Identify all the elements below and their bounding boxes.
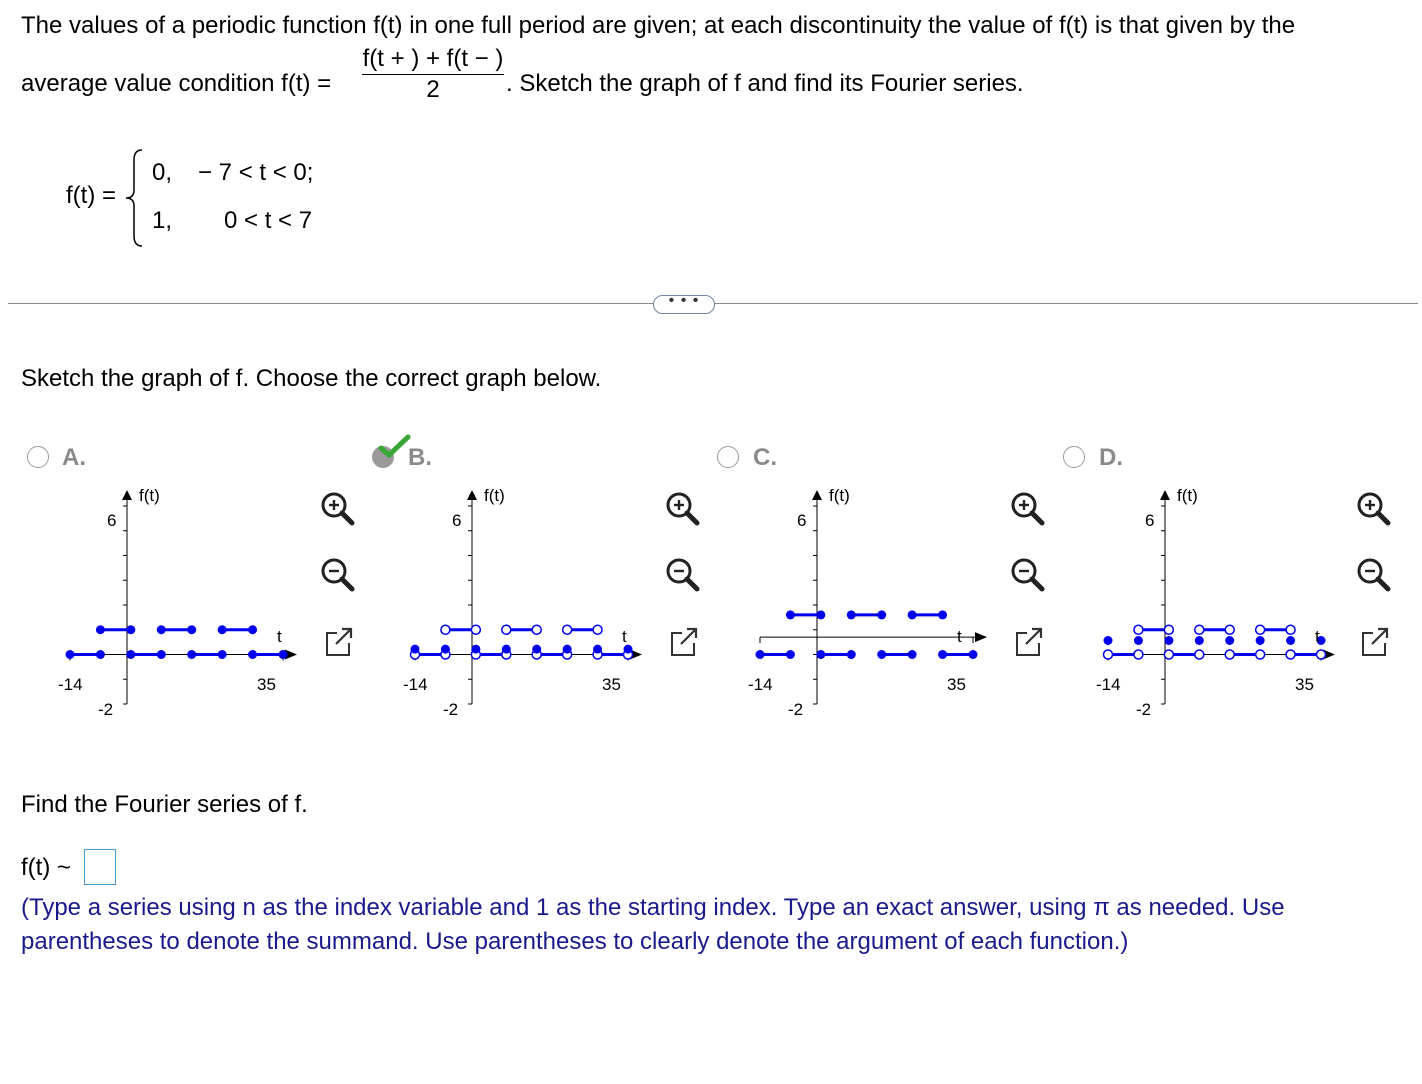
xlabel: t (277, 627, 282, 646)
closed-endpoint (908, 650, 917, 659)
x-right-tick-label: 35 (257, 675, 276, 694)
x-right-tick-label: 35 (602, 675, 621, 694)
option-d-pop-out-icon[interactable] (1346, 619, 1402, 669)
closed-endpoint (187, 625, 196, 634)
x-left-tick-label: -14 (748, 675, 773, 694)
option-c-zoom-in-icon[interactable] (1000, 483, 1056, 533)
ylabel: f(t) (1177, 486, 1198, 505)
fraction-numerator: f(t + ) + f(t − ) (362, 45, 504, 72)
left-brace (124, 148, 148, 248)
option-a-graph[interactable] (55, 482, 305, 722)
option-b-label[interactable]: B. (408, 444, 432, 471)
problem-line-1: The values of a periodic function f(t) in one full period are given; at each discontinuity the value of f(t) is that given by the (21, 12, 1296, 39)
average-value-point (411, 645, 420, 654)
closed-endpoint (847, 610, 856, 619)
ylabel: f(t) (139, 486, 160, 505)
y-bottom-tick-label: -2 (788, 700, 804, 719)
closed-endpoint (938, 610, 947, 619)
option-c-radio[interactable] (717, 446, 739, 468)
average-value-point (1134, 636, 1143, 645)
open-endpoint (532, 625, 541, 634)
open-endpoint (1225, 625, 1234, 634)
y-top-tick-label: 6 (1145, 511, 1155, 530)
x-left-tick-label: -14 (58, 675, 83, 694)
case1-condition: − 7 < t < 0; (198, 159, 314, 186)
question-fourier: Find the Fourier series of f. (21, 791, 308, 818)
average-value-point (1256, 636, 1265, 645)
closed-endpoint (96, 650, 105, 659)
option-c-label[interactable]: C. (753, 444, 777, 471)
average-fraction (362, 46, 504, 103)
open-endpoint (1256, 650, 1265, 659)
closed-endpoint (938, 650, 947, 659)
closed-endpoint (786, 610, 795, 619)
open-endpoint (593, 625, 602, 634)
option-d-zoom-in-icon[interactable] (1346, 483, 1402, 533)
closed-endpoint (187, 650, 196, 659)
case2-condition: 0 < t < 7 (224, 207, 313, 234)
average-value-point (563, 645, 572, 654)
ylabel: f(t) (484, 486, 505, 505)
option-b-zoom-out-icon[interactable] (655, 549, 711, 599)
closed-endpoint (816, 610, 825, 619)
case2-value: 1, (152, 207, 173, 234)
closed-endpoint (969, 650, 978, 659)
open-endpoint (1134, 625, 1143, 634)
answer-lhs: f(t) ~ (21, 854, 72, 881)
open-endpoint (1164, 650, 1173, 659)
problem-line-2-prefix: average value condition f(t) = (21, 70, 332, 97)
option-b-zoom-in-icon[interactable] (655, 483, 711, 533)
open-endpoint (1256, 625, 1265, 634)
y-axis-arrow (122, 490, 132, 500)
average-value-point (532, 645, 541, 654)
xlabel: t (622, 627, 627, 646)
closed-endpoint (96, 625, 105, 634)
y-top-tick-label: 6 (452, 511, 462, 530)
closed-endpoint (816, 650, 825, 659)
open-endpoint (1317, 650, 1326, 659)
average-value-point (441, 645, 450, 654)
open-endpoint (1104, 650, 1113, 659)
option-a-label[interactable]: A. (62, 444, 86, 471)
open-endpoint (1164, 625, 1173, 634)
x-right-tick-label: 35 (947, 675, 966, 694)
ylabel: f(t) (829, 486, 850, 505)
open-endpoint (563, 625, 572, 634)
y-bottom-tick-label: -2 (98, 700, 114, 719)
closed-endpoint (248, 625, 257, 634)
closed-endpoint (786, 650, 795, 659)
question-sketch: Sketch the graph of f. Choose the correct graph below. (21, 365, 602, 392)
average-value-point (1225, 636, 1234, 645)
closed-endpoint (877, 610, 886, 619)
option-d-zoom-out-icon[interactable] (1346, 549, 1402, 599)
option-c-pop-out-icon[interactable] (1000, 619, 1056, 669)
closed-endpoint (157, 650, 166, 659)
average-value-point (1104, 636, 1113, 645)
fraction-denominator: 2 (426, 76, 440, 103)
average-value-point (1286, 636, 1295, 645)
option-a-pop-out-icon[interactable] (310, 619, 366, 669)
average-value-point (471, 645, 480, 654)
xlabel: t (957, 627, 962, 646)
closed-endpoint (248, 650, 257, 659)
y-axis-arrow (467, 490, 477, 500)
open-endpoint (441, 625, 450, 634)
open-endpoint (1195, 625, 1204, 634)
xlabel: t (1315, 627, 1320, 646)
option-d-graph[interactable] (1093, 482, 1343, 722)
option-a-radio[interactable] (27, 446, 49, 468)
closed-endpoint (126, 625, 135, 634)
open-endpoint (1195, 650, 1204, 659)
option-a-zoom-in-icon[interactable] (310, 483, 366, 533)
correct-check-icon (378, 434, 412, 460)
closed-endpoint (847, 650, 856, 659)
y-axis-arrow (1160, 490, 1170, 500)
y-bottom-tick-label: -2 (1136, 700, 1152, 719)
closed-endpoint (126, 650, 135, 659)
x-left-tick-label: -14 (403, 675, 428, 694)
option-c-graph[interactable] (745, 482, 995, 722)
closed-endpoint (218, 625, 227, 634)
answer-input[interactable] (84, 849, 116, 885)
y-axis-arrow (812, 490, 822, 500)
open-endpoint (471, 625, 480, 634)
closed-endpoint (157, 625, 166, 634)
y-bottom-tick-label: -2 (443, 700, 459, 719)
average-value-point (593, 645, 602, 654)
open-endpoint (502, 625, 511, 634)
option-b-pop-out-icon[interactable] (655, 619, 711, 669)
x-axis-arrow (975, 632, 987, 642)
option-d-label[interactable]: D. (1099, 444, 1123, 471)
average-value-point (1195, 636, 1204, 645)
closed-endpoint (756, 650, 765, 659)
case1-value: 0, (152, 159, 173, 186)
closed-endpoint (279, 650, 288, 659)
closed-endpoint (877, 650, 886, 659)
closed-endpoint (66, 650, 75, 659)
problem-line-2-suffix: . Sketch the graph of f and find its Fourier series. (506, 70, 1024, 97)
average-value-point (502, 645, 511, 654)
piecewise-lhs: f(t) = (66, 182, 117, 209)
y-top-tick-label: 6 (107, 511, 117, 530)
x-left-tick-label: -14 (1096, 675, 1121, 694)
option-d-radio[interactable] (1063, 446, 1085, 468)
average-value-point (1164, 636, 1173, 645)
more-options-button[interactable]: • • • (653, 295, 715, 314)
closed-endpoint (908, 610, 917, 619)
answer-instructions-line-2: parentheses to denote the summand. Use parentheses to clearly denote the argument of each function.) (21, 928, 1129, 955)
option-a-zoom-out-icon[interactable] (310, 549, 366, 599)
option-c-zoom-out-icon[interactable] (1000, 549, 1056, 599)
x-right-tick-label: 35 (1295, 675, 1314, 694)
open-endpoint (1225, 650, 1234, 659)
option-b-graph[interactable] (400, 482, 650, 722)
open-endpoint (1134, 650, 1143, 659)
open-endpoint (1286, 650, 1295, 659)
open-endpoint (1286, 625, 1295, 634)
closed-endpoint (218, 650, 227, 659)
y-top-tick-label: 6 (797, 511, 807, 530)
answer-instructions-line-1: (Type a series using n as the index variable and 1 as the starting index. Type an exact answer, using π as needed. Use (21, 894, 1285, 921)
